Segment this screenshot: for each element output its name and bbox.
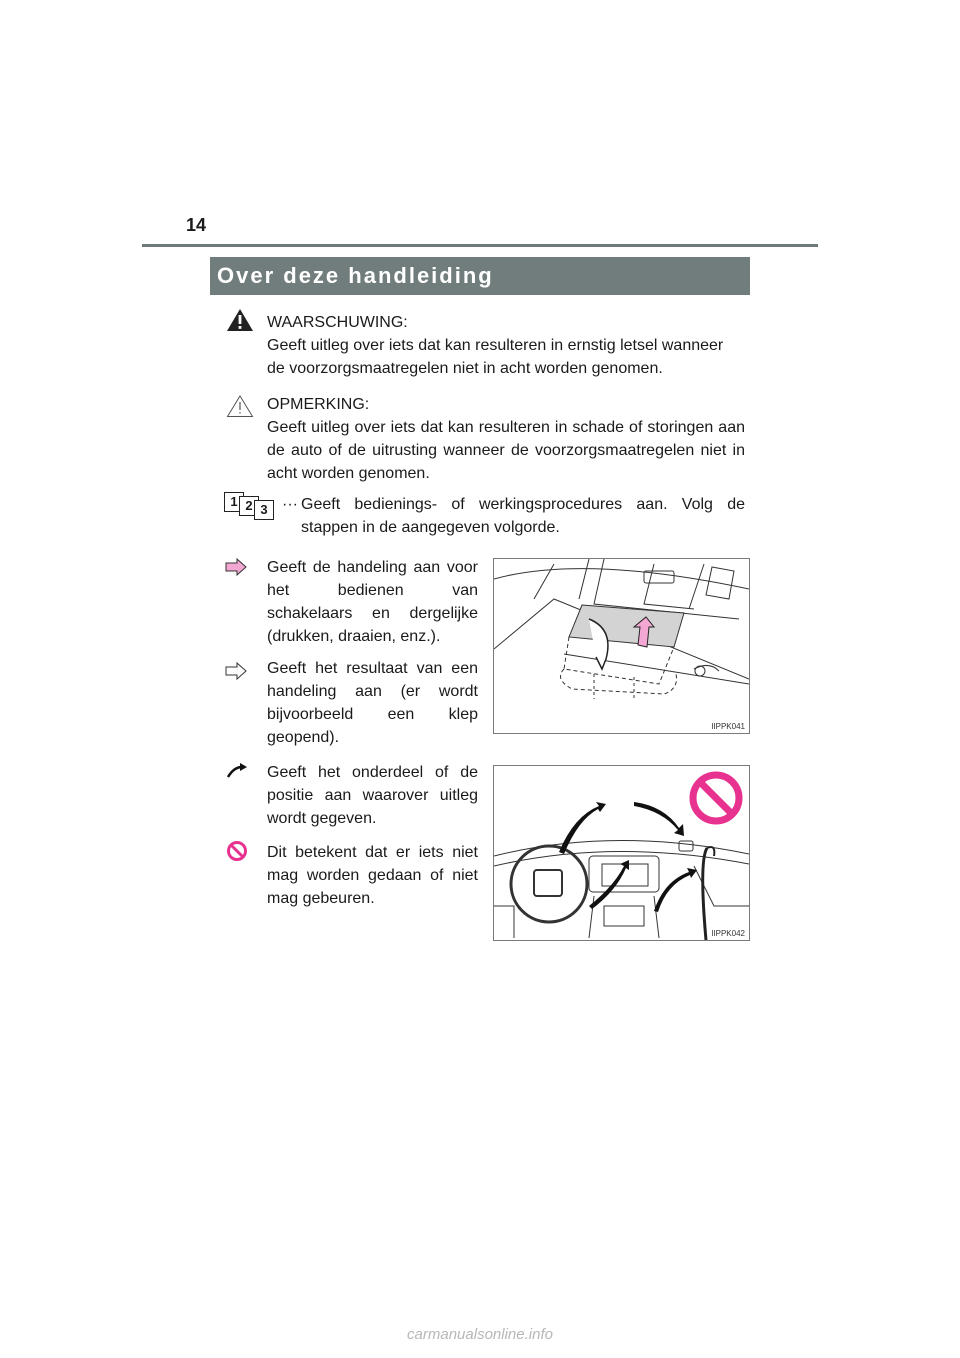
figure-dashboard-prohibited bbox=[493, 765, 750, 941]
section-header: Over deze handleiding bbox=[210, 257, 750, 295]
notice-text: Geeft uitleg over iets dat kan resulteren in schade of storingen aan de auto of de uitrusting wanneer de voorzorgsmaatregelen niet in acht worden genomen. bbox=[267, 419, 745, 482]
warning-text: Geeft uitleg over iets dat kan resulteren in ernstig letsel wanneer de voorzorgsmaatregelen niet in acht worden genomen. bbox=[267, 337, 724, 377]
prohibited-icon bbox=[226, 840, 248, 862]
step-box-3: 3 bbox=[254, 500, 274, 520]
prohibited-text: Dit betekent dat er iets niet mag worden gedaan of niet mag gebeuren. bbox=[267, 844, 478, 907]
footer-watermark: carmanualsonline.info bbox=[407, 1326, 553, 1343]
result-text: Geeft het resultaat van een handeling aan (er wordt bijvoorbeeld een klep geopend). bbox=[267, 660, 478, 746]
component-arrow-icon bbox=[226, 763, 248, 779]
warning-triangle-filled-icon bbox=[226, 308, 254, 332]
step-numbers-icon bbox=[224, 492, 282, 518]
page-number: 14 bbox=[186, 215, 207, 235]
warning-triangle-outline-icon bbox=[226, 394, 254, 418]
sunglasses-holder-illustration bbox=[494, 559, 749, 733]
figure-sunglasses-holder bbox=[493, 558, 750, 734]
result-arrow-icon bbox=[225, 662, 247, 680]
figure-code-2: IIPPK042 bbox=[711, 929, 745, 938]
action-text: Geeft de handeling aan voor het bedienen van schakelaars en dergelijke (drukken, draaien, enz.). bbox=[267, 559, 478, 645]
warning-label: WAARSCHUWING: bbox=[267, 314, 408, 331]
step-box-1: 1 bbox=[224, 492, 244, 512]
notice-label: OPMERKING: bbox=[267, 396, 370, 413]
steps-dots: ··· bbox=[282, 496, 298, 513]
action-arrow-icon bbox=[225, 558, 247, 576]
top-rule bbox=[142, 244, 818, 247]
steps-text: Geeft bedienings- of werkingsprocedures aan. Volg de stappen in de aangegeven volgorde. bbox=[301, 496, 745, 536]
step-box-2: 2 bbox=[239, 496, 259, 516]
component-text: Geeft het onderdeel of de positie aan waarover uitleg wordt gegeven. bbox=[267, 764, 478, 827]
figure-code-1: IIPPK041 bbox=[711, 722, 745, 731]
dashboard-illustration bbox=[494, 766, 749, 940]
